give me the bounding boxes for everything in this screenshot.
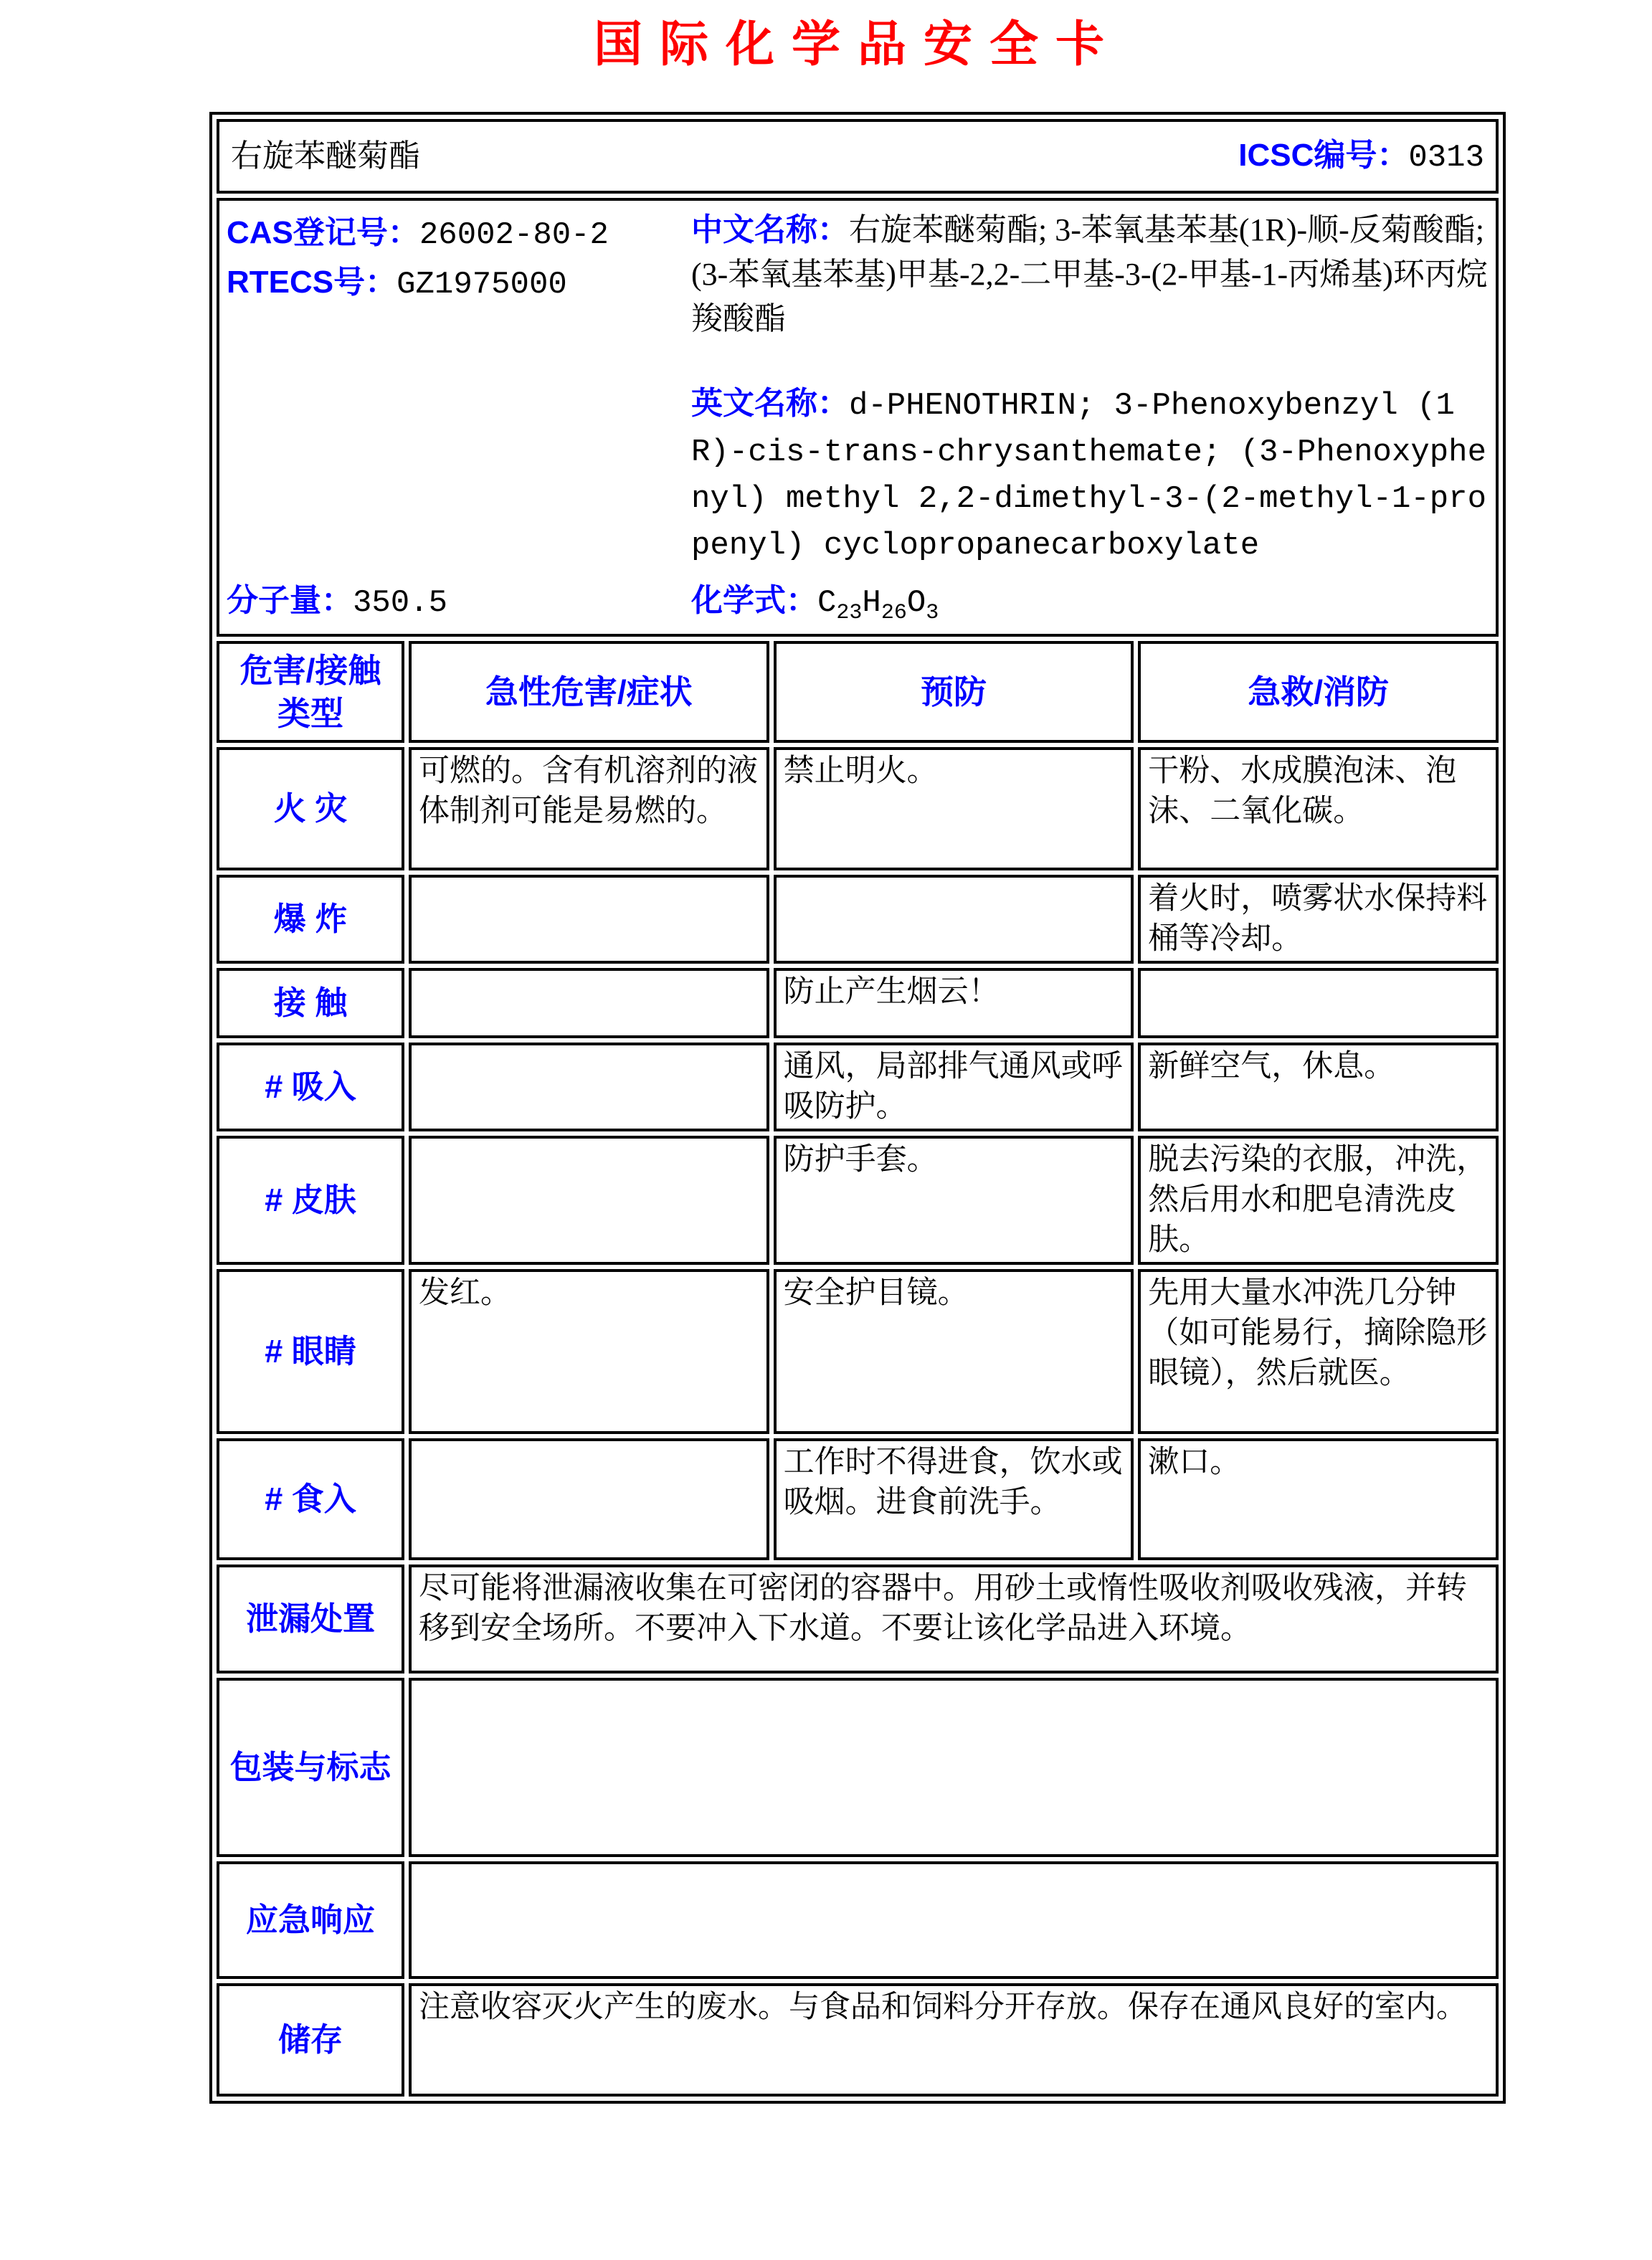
formula-h: H <box>862 585 881 621</box>
row-spillage-label: 泄漏处置 <box>217 1565 404 1673</box>
identity-row <box>217 198 1499 637</box>
rtecs-value: GZ1975000 <box>397 267 567 303</box>
inhalation-response-cell: 新鲜空气，休息。 <box>1138 1043 1499 1131</box>
inhalation-symptoms-cell <box>409 1043 769 1131</box>
names-column <box>691 208 1489 568</box>
safety-card-table <box>209 112 1506 2104</box>
row-emergency <box>217 1861 1499 1979</box>
row-exposure-label: 接 触 <box>217 968 404 1038</box>
row-eyes <box>217 1269 1499 1434</box>
exposure-response-cell <box>1138 968 1499 1038</box>
ingestion-symptoms-cell <box>409 1438 769 1560</box>
row-inhalation <box>217 1043 1499 1131</box>
row-inhalation-label: # 吸入 <box>217 1043 404 1131</box>
chemical-name: 右旋苯醚菊酯 <box>231 138 420 174</box>
ingestion-response-cell: 漱口。 <box>1138 1438 1499 1560</box>
english-name-value: d-PHENOTHRIN; 3-Phenoxybenzyl (1R)-cis-trans-chrysanthemate; (3-Phenoxyphenyl) methyl 2,2-dimethyl-3-(2-methyl-1-propenyl) cyclopropanecarboxylate <box>691 388 1486 564</box>
identity-block <box>227 202 1489 632</box>
col-header-hazard-type <box>217 641 404 743</box>
icsc-number-group <box>1238 136 1484 178</box>
name-bar <box>227 123 1489 189</box>
col-header-symptoms: 急性危害/症状 <box>409 641 769 743</box>
row-packaging <box>217 1678 1499 1857</box>
ingestion-prevention-cell: 工作时不得进食，饮水或吸烟。进食前洗手。 <box>774 1438 1134 1560</box>
explosion-prevention-cell <box>774 875 1134 964</box>
formula-c-sub: 23 <box>836 600 863 625</box>
row-explosion-label: 爆 炸 <box>217 875 404 964</box>
row-ingestion <box>217 1438 1499 1560</box>
english-name-label: 英文名称： <box>691 386 849 421</box>
exposure-prevention-cell: 防止产生烟云！ <box>774 968 1134 1038</box>
fire-prevention-cell: 禁止明火。 <box>774 747 1134 870</box>
eyes-response-cell: 先用大量水冲洗几分钟（如可能易行，摘除隐形眼镜），然后就医。 <box>1138 1269 1499 1434</box>
table-header-row <box>217 641 1499 743</box>
skin-response-cell: 脱去污染的衣服，冲洗，然后用水和肥皂清洗皮肤。 <box>1138 1136 1499 1265</box>
col-header-response: 急救/消防 <box>1138 641 1499 743</box>
page-title: 国际化学品安全卡 <box>593 17 1121 72</box>
identity-grid <box>227 208 1489 568</box>
identity-cell <box>217 198 1499 637</box>
molecular-weight-label: 分子量： <box>227 583 353 618</box>
row-spillage <box>217 1565 1499 1673</box>
chinese-name-label: 中文名称： <box>691 212 849 247</box>
exposure-symptoms-cell <box>409 968 769 1038</box>
row-storage-label: 储存 <box>217 1983 404 2097</box>
col-header-hazard-line2: 类型 <box>277 695 343 732</box>
chinese-name <box>691 208 1489 341</box>
fire-response-cell: 干粉、水成膜泡沫、泡沫、二氧化碳。 <box>1138 747 1499 870</box>
col-header-hazard-line1: 危害/接触 <box>239 652 381 689</box>
chemical-formula-label: 化学式： <box>691 583 817 618</box>
inhalation-prevention-cell: 通风，局部排气通风或呼吸防护。 <box>774 1043 1134 1131</box>
english-name <box>691 381 1489 568</box>
name-row-cell <box>217 119 1499 194</box>
spillage-content-cell: 尽可能将泄漏液收集在可密闭的容器中。用砂土或惰性吸收剂吸收残液，并转移到安全场所。不要冲入下水道。不要让该化学品进入环境。 <box>409 1565 1499 1673</box>
molecular-weight-value: 350.5 <box>353 585 448 621</box>
storage-content-cell: 注意收容灭火产生的废水。与食品和饲料分开存放。保存在通风良好的室内。 <box>409 1983 1499 2097</box>
formula-h-sub: 26 <box>880 600 907 625</box>
row-exposure <box>217 968 1499 1038</box>
formula-o: O <box>906 585 926 621</box>
packaging-content-cell <box>409 1678 1499 1857</box>
cas-line <box>227 211 691 257</box>
row-emergency-label: 应急响应 <box>217 1861 404 1979</box>
fire-symptoms-cell: 可燃的。含有机溶剂的液体制剂可能是易燃的。 <box>409 747 769 870</box>
name-row <box>217 119 1499 194</box>
row-fire <box>217 747 1499 870</box>
row-packaging-label: 包装与标志 <box>217 1678 404 1857</box>
row-skin-label: # 皮肤 <box>217 1136 404 1265</box>
cas-value: 26002-80-2 <box>419 217 609 253</box>
col-header-prevention: 预防 <box>774 641 1134 743</box>
chemical-formula <box>691 579 1489 625</box>
formula-c: C <box>817 585 837 621</box>
row-explosion <box>217 875 1499 964</box>
skin-prevention-cell: 防护手套。 <box>774 1136 1134 1265</box>
icsc-value: 0313 <box>1408 139 1484 176</box>
identity-bottom <box>227 579 1489 632</box>
eyes-prevention-cell: 安全护目镜。 <box>774 1269 1134 1434</box>
eyes-symptoms-cell: 发红。 <box>409 1269 769 1434</box>
explosion-response-cell: 着火时，喷雾状水保持料桶等冷却。 <box>1138 875 1499 964</box>
rtecs-line <box>227 260 691 307</box>
molecular-weight <box>227 579 691 625</box>
chinese-name-value: 右旋苯醚菊酯; 3-苯氧基苯基(1R)-顺-反菊酸酯; (3-苯氧基苯基)甲基-2,2-二甲基-3-(2-甲基-1-丙烯基)环丙烷羧酸酯 <box>691 212 1488 336</box>
registry-column <box>227 208 691 568</box>
explosion-symptoms-cell <box>409 875 769 964</box>
formula-o-sub: 3 <box>926 600 939 625</box>
row-ingestion-label: # 食入 <box>217 1438 404 1560</box>
skin-symptoms-cell <box>409 1136 769 1265</box>
icsc-label: ICSC编号： <box>1238 137 1409 173</box>
row-eyes-label: # 眼睛 <box>217 1269 404 1434</box>
emergency-content-cell <box>409 1861 1499 1979</box>
chemical-formula-value <box>817 585 939 625</box>
cas-label: CAS登记号： <box>227 215 419 250</box>
row-fire-label: 火 灾 <box>217 747 404 870</box>
rtecs-label: RTECS号： <box>227 265 397 300</box>
row-storage <box>217 1983 1499 2097</box>
row-skin <box>217 1136 1499 1265</box>
